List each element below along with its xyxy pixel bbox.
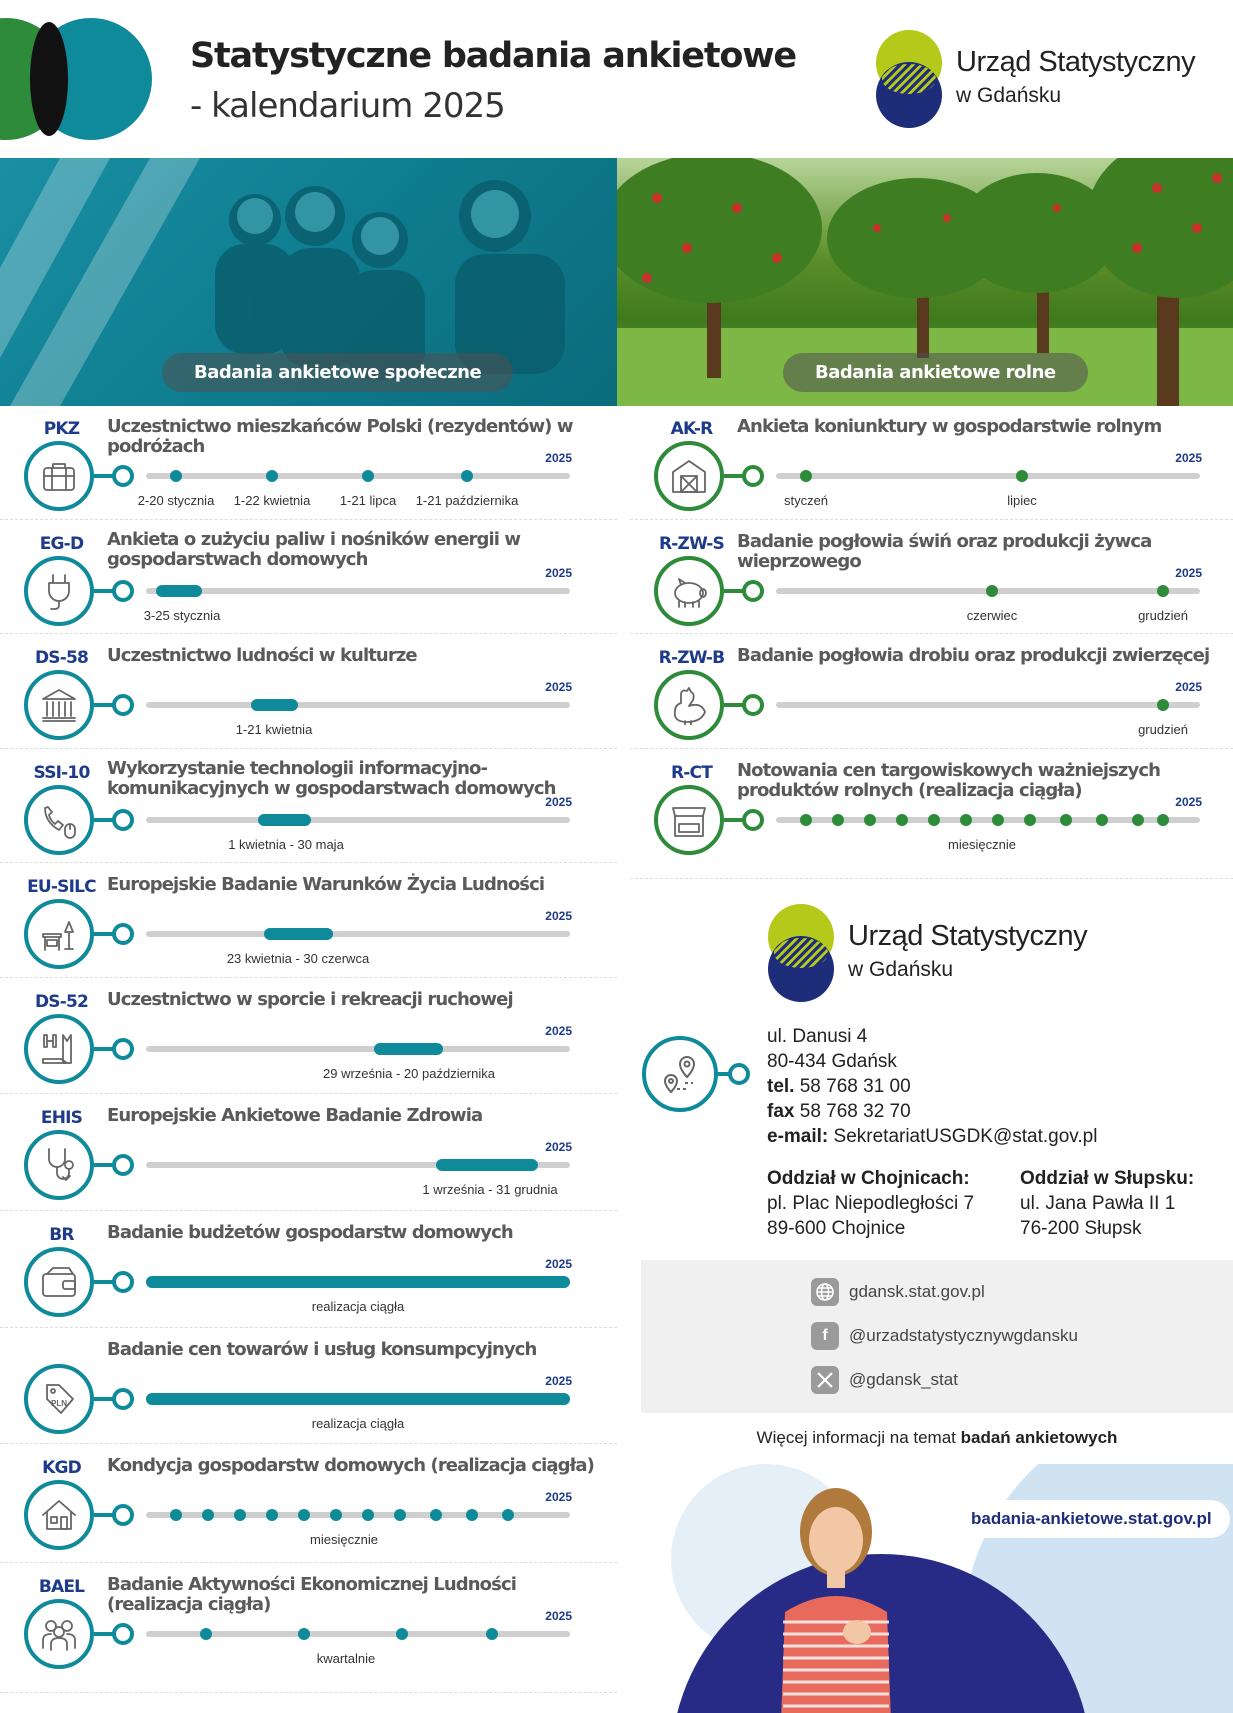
timeline-period <box>264 928 333 940</box>
timeline-label: lipiec <box>1007 493 1037 508</box>
survey-code: R-ZW-B <box>658 648 725 668</box>
timeline-dot <box>170 470 182 482</box>
x-link[interactable] <box>811 1366 958 1394</box>
timeline-track <box>776 451 1202 508</box>
timeline-start-ring <box>742 465 764 487</box>
survey-row <box>0 1094 617 1211</box>
timeline-dot <box>200 1628 212 1640</box>
branch-chojnice-title: Oddział w Chojnicach: <box>767 1168 970 1189</box>
timeline-label: realizacja ciągła <box>311 1416 405 1431</box>
timeline-connector <box>94 1163 114 1167</box>
page-subtitle: - kalendarium 2025 <box>190 86 505 126</box>
timeline-connector <box>724 589 744 593</box>
survey-row <box>0 520 617 634</box>
survey-code: DS-58 <box>34 648 89 668</box>
timeline-label: 3-25 stycznia <box>143 608 221 623</box>
survey-code: BR <box>49 1225 74 1245</box>
timeline-dot <box>330 1509 342 1521</box>
branch-slupsk-line2: 76-200 Słupsk <box>1020 1218 1142 1239</box>
survey-title: Badanie cen towarów i usług konsumpcyjnych <box>107 1339 537 1360</box>
suitcase-icon <box>24 441 94 511</box>
timeline-track <box>146 1257 572 1314</box>
timeline-dot <box>960 814 972 826</box>
survey-row <box>0 634 617 749</box>
timeline-label: 1-21 kwietnia <box>235 722 313 737</box>
timeline-label: miesięcznie <box>310 1532 378 1547</box>
timeline-label: grudzień <box>1138 722 1188 737</box>
survey-title: Ankieta o zużyciu paliw i nośników energii w gospodarstwach domowych <box>107 529 521 570</box>
survey-row <box>630 405 1233 520</box>
timeline-track <box>146 909 572 966</box>
timeline-label: grudzień <box>1138 608 1188 623</box>
timeline-track <box>146 680 572 737</box>
timeline-start-ring <box>112 1038 134 1060</box>
timeline-dot <box>928 814 940 826</box>
timeline-start-ring <box>112 1154 134 1176</box>
timeline-start-ring <box>112 809 134 831</box>
phone-line[interactable] <box>767 1074 911 1099</box>
survey-title: Notowania cen targowiskowych ważniejszych produktów rolnych (realizacja ciągła) <box>737 760 1161 801</box>
timeline-dot <box>486 1628 498 1640</box>
survey-code: PKZ <box>43 419 80 439</box>
timeline-connector <box>94 1632 114 1636</box>
survey-title: Uczestnictwo mieszkańców Polski (rezydentów) w podróżach <box>107 416 573 457</box>
timeline-year: 2025 <box>545 1024 572 1038</box>
timeline-start-ring <box>112 1271 134 1293</box>
timeline-label: kwartalnie <box>316 1651 376 1666</box>
survey-code: DS-52 <box>34 992 89 1012</box>
photo-orchard <box>617 158 1233 406</box>
timeline-dot <box>1157 585 1169 597</box>
timeline-label: realizacja ciągła <box>311 1299 405 1314</box>
timeline-year: 2025 <box>545 1490 572 1504</box>
timeline-label: 1-21 lipca <box>339 493 397 508</box>
timeline-period <box>146 1276 570 1288</box>
timeline-year: 2025 <box>1175 451 1202 465</box>
globe-icon <box>811 1278 839 1306</box>
timeline-year: 2025 <box>545 566 572 580</box>
facebook-link[interactable] <box>811 1322 1078 1350</box>
timeline-label: 23 kwietnia - 30 czerwca <box>226 951 370 966</box>
timeline-period <box>436 1159 538 1171</box>
timeline-track <box>776 566 1202 623</box>
address-city: 80-434 Gdańsk <box>767 1051 897 1072</box>
promo-banner <box>641 1464 1233 1713</box>
timeline-connector <box>94 1513 114 1517</box>
timeline-connector <box>94 1047 114 1051</box>
desk-lamp-icon <box>24 899 94 969</box>
timeline-dot <box>992 814 1004 826</box>
timeline-track <box>776 795 1202 852</box>
photo-label-social: Badania ankietowe społeczne <box>162 353 513 392</box>
survey-title: Badanie budżetów gospodarstw domowych <box>107 1222 513 1243</box>
tel-label: tel. <box>767 1076 795 1097</box>
timeline-year: 2025 <box>545 680 572 694</box>
timeline-dot <box>298 1628 310 1640</box>
survey-title: Badanie Aktywności Ekonomicznej Ludności (realizacja ciągła) <box>107 1574 516 1615</box>
survey-row <box>0 1328 617 1444</box>
location-icon <box>642 1036 718 1112</box>
survey-code: EG-D <box>39 534 84 554</box>
timeline-dot <box>466 1509 478 1521</box>
photo-family <box>0 158 617 406</box>
timeline-track <box>146 1490 572 1547</box>
pig-icon <box>654 556 724 626</box>
timeline-track <box>776 680 1202 737</box>
timeline-year: 2025 <box>545 451 572 465</box>
survey-code: R-ZW-S <box>659 534 724 554</box>
timeline-dot <box>461 470 473 482</box>
museum-icon <box>24 670 94 740</box>
logo-line1: Urząd Statystyczny <box>956 46 1196 78</box>
timeline-dot <box>362 1509 374 1521</box>
survey-code: AK-R <box>670 419 713 439</box>
more-info-bold: badań ankietowych <box>960 1428 1118 1447</box>
timeline-start-ring <box>742 809 764 831</box>
timeline-dot <box>430 1509 442 1521</box>
timeline-year: 2025 <box>1175 795 1202 809</box>
plug-icon <box>24 556 94 626</box>
survey-row <box>0 1211 617 1328</box>
website-link[interactable] <box>811 1278 985 1306</box>
timeline-period <box>251 699 298 711</box>
timeline-label: 1 kwietnia - 30 maja <box>228 837 344 852</box>
timeline-dot <box>1157 699 1169 711</box>
fax-label: fax <box>767 1101 795 1122</box>
survey-row <box>0 1563 617 1693</box>
survey-row <box>0 863 617 978</box>
timeline-dot <box>396 1628 408 1640</box>
survey-row <box>0 749 617 863</box>
survey-row <box>0 978 617 1094</box>
page-title: Statystyczne badania ankietowe <box>190 36 796 76</box>
timeline-start-ring <box>112 1623 134 1645</box>
logo-contact-line2: w Gdańsku <box>848 958 954 981</box>
timeline-period <box>374 1043 443 1055</box>
photo-label-agri: Badania ankietowe rolne <box>783 353 1088 392</box>
tel-value: 58 768 31 00 <box>799 1076 911 1097</box>
x-text: @gdansk_stat <box>849 1370 958 1389</box>
survey-row <box>0 1444 617 1563</box>
survey-title: Badanie pogłowia drobiu oraz produkcji zwierzęcej <box>737 645 1210 666</box>
timeline-dot <box>266 470 278 482</box>
survey-code: KGD <box>42 1458 81 1478</box>
address-street: ul. Danusi 4 <box>767 1026 868 1047</box>
timeline-dot <box>1024 814 1036 826</box>
email-label: e-mail: <box>767 1126 829 1147</box>
timeline-dot <box>362 470 374 482</box>
branch-slupsk <box>1020 1166 1194 1241</box>
branch-chojnice-line1: pl. Plac Niepodległości 7 <box>767 1193 975 1214</box>
phone-mouse-icon <box>24 785 94 855</box>
survey-title: Kondycja gospodarstw domowych (realizacja ciągła) <box>107 1455 595 1476</box>
survey-title: Badanie pogłowia świń oraz produkcji żywca wieprzowego <box>737 531 1152 572</box>
price-tag-icon <box>24 1364 94 1434</box>
timeline-year: 2025 <box>1175 566 1202 580</box>
timeline-dot <box>394 1509 406 1521</box>
timeline-track <box>146 1609 572 1666</box>
timeline-dot <box>298 1509 310 1521</box>
timeline-start-ring <box>742 694 764 716</box>
people-icon <box>24 1599 94 1669</box>
logo-contact-line1: Urząd Statystyczny <box>848 920 1088 952</box>
timeline-dot <box>1016 470 1028 482</box>
timeline-connector <box>94 932 114 936</box>
email-value: SekretariatUSGDK@stat.gov.pl <box>833 1126 1098 1147</box>
timeline-label: miesięcznie <box>948 837 1016 852</box>
timeline-connector <box>94 818 114 822</box>
contact-ring <box>728 1063 750 1085</box>
timeline-label: 1-21 października <box>415 493 519 508</box>
timeline-track <box>137 451 572 508</box>
timeline-track <box>146 1024 572 1081</box>
timeline-connector <box>724 703 744 707</box>
timeline-start-ring <box>112 923 134 945</box>
survey-code: SSI-10 <box>33 763 90 783</box>
branch-slupsk-line1: ul. Jana Pawła II 1 <box>1020 1193 1176 1214</box>
sport-icon <box>24 1014 94 1084</box>
timeline-year: 2025 <box>545 1374 572 1388</box>
survey-title: Ankieta koniunktury w gospodarstwie rolnym <box>737 416 1162 437</box>
timeline-period <box>156 585 202 597</box>
survey-row <box>630 520 1233 634</box>
branch-chojnice <box>767 1166 974 1241</box>
timeline-start-ring <box>112 580 134 602</box>
timeline-track <box>146 1374 572 1431</box>
timeline-year: 2025 <box>545 1609 572 1623</box>
timeline-year: 2025 <box>545 909 572 923</box>
timeline-connector <box>724 474 744 478</box>
timeline-connector <box>94 1397 114 1401</box>
survey-code: EHIS <box>40 1108 83 1128</box>
timeline-label: 29 września - 20 października <box>323 1066 495 1081</box>
wallet-icon <box>24 1247 94 1317</box>
survey-row <box>630 749 1233 879</box>
x-icon <box>811 1366 839 1394</box>
timeline-dot <box>1132 814 1144 826</box>
timeline-connector <box>94 703 114 707</box>
timeline-label: styczeń <box>783 493 829 508</box>
timeline-dot <box>202 1509 214 1521</box>
timeline-connector <box>94 1280 114 1284</box>
timeline-year: 2025 <box>545 1257 572 1271</box>
survey-title: Europejskie Badanie Warunków Życia Ludności <box>107 874 545 895</box>
timeline-year: 2025 <box>545 795 572 809</box>
timeline-dot <box>800 814 812 826</box>
timeline-dot <box>832 814 844 826</box>
barn-icon <box>654 441 724 511</box>
survey-title: Wykorzystanie technologii informacyjno-komunikacyjnych w gospodarstwach domowych <box>107 758 556 799</box>
timeline-label: 1-22 kwietnia <box>233 493 311 508</box>
more-info <box>641 1428 1233 1448</box>
survey-row <box>0 405 617 520</box>
website-text: gdansk.stat.gov.pl <box>849 1282 985 1301</box>
timeline-dot <box>1060 814 1072 826</box>
facebook-text: @urzadstatystycznywgdansku <box>849 1326 1078 1345</box>
timeline-start-ring <box>742 580 764 602</box>
house-icon <box>24 1480 94 1550</box>
price-tag-text: PLN <box>51 1399 67 1408</box>
survey-title: Europejskie Ankietowe Badanie Zdrowia <box>107 1105 483 1126</box>
timeline-start-ring <box>112 465 134 487</box>
timeline-dot <box>234 1509 246 1521</box>
survey-row <box>630 634 1233 749</box>
header-decor-overlap <box>30 22 68 136</box>
timeline-connector <box>724 818 744 822</box>
timeline-dot <box>896 814 908 826</box>
social-links-panel <box>641 1260 1233 1413</box>
more-info-text: Więcej informacji na temat <box>756 1428 956 1447</box>
market-stall-icon <box>654 785 724 855</box>
timeline-label: czerwiec <box>966 608 1018 623</box>
timeline-dot <box>1157 814 1169 826</box>
rooster-icon <box>654 670 724 740</box>
survey-code: R-CT <box>670 763 713 783</box>
timeline-connector <box>94 474 114 478</box>
timeline-dot <box>1096 814 1108 826</box>
timeline-year: 2025 <box>545 1140 572 1154</box>
logo-line2: w Gdańsku <box>956 84 1062 107</box>
timeline-start-ring <box>112 1504 134 1526</box>
timeline-label: 1 września - 31 grudnia <box>422 1182 558 1197</box>
survey-code: EU-SILC <box>27 877 96 897</box>
timeline-period <box>146 1393 570 1405</box>
timeline-dot <box>800 470 812 482</box>
survey-url-link[interactable]: badania-ankietowe.stat.gov.pl <box>953 1500 1230 1538</box>
timeline-connector <box>94 589 114 593</box>
timeline-track <box>146 795 572 852</box>
woman-illustration <box>761 1482 911 1713</box>
survey-code: BAEL <box>38 1577 85 1597</box>
timeline-track <box>143 566 572 623</box>
timeline-year: 2025 <box>1175 680 1202 694</box>
timeline-track <box>146 1140 572 1197</box>
facebook-icon: f <box>811 1322 839 1350</box>
timeline-dot <box>864 814 876 826</box>
timeline-dot <box>986 585 998 597</box>
timeline-start-ring <box>112 1388 134 1410</box>
timeline-label: 2-20 stycznia <box>137 493 215 508</box>
stethoscope-icon <box>24 1130 94 1200</box>
timeline-dot <box>170 1509 182 1521</box>
timeline-period <box>258 814 311 826</box>
fax-value: 58 768 32 70 <box>799 1101 911 1122</box>
timeline-start-ring <box>112 694 134 716</box>
branch-chojnice-line2: 89-600 Chojnice <box>767 1218 906 1239</box>
email-line[interactable] <box>767 1124 1097 1149</box>
fax-line <box>767 1099 911 1124</box>
branch-slupsk-title: Oddział w Słupsku: <box>1020 1168 1195 1189</box>
timeline-dot <box>502 1509 514 1521</box>
survey-title: Uczestnictwo ludności w kulturze <box>107 645 417 666</box>
survey-title: Uczestnictwo w sporcie i rekreacji ruchowej <box>107 989 513 1010</box>
timeline-dot <box>266 1509 278 1521</box>
